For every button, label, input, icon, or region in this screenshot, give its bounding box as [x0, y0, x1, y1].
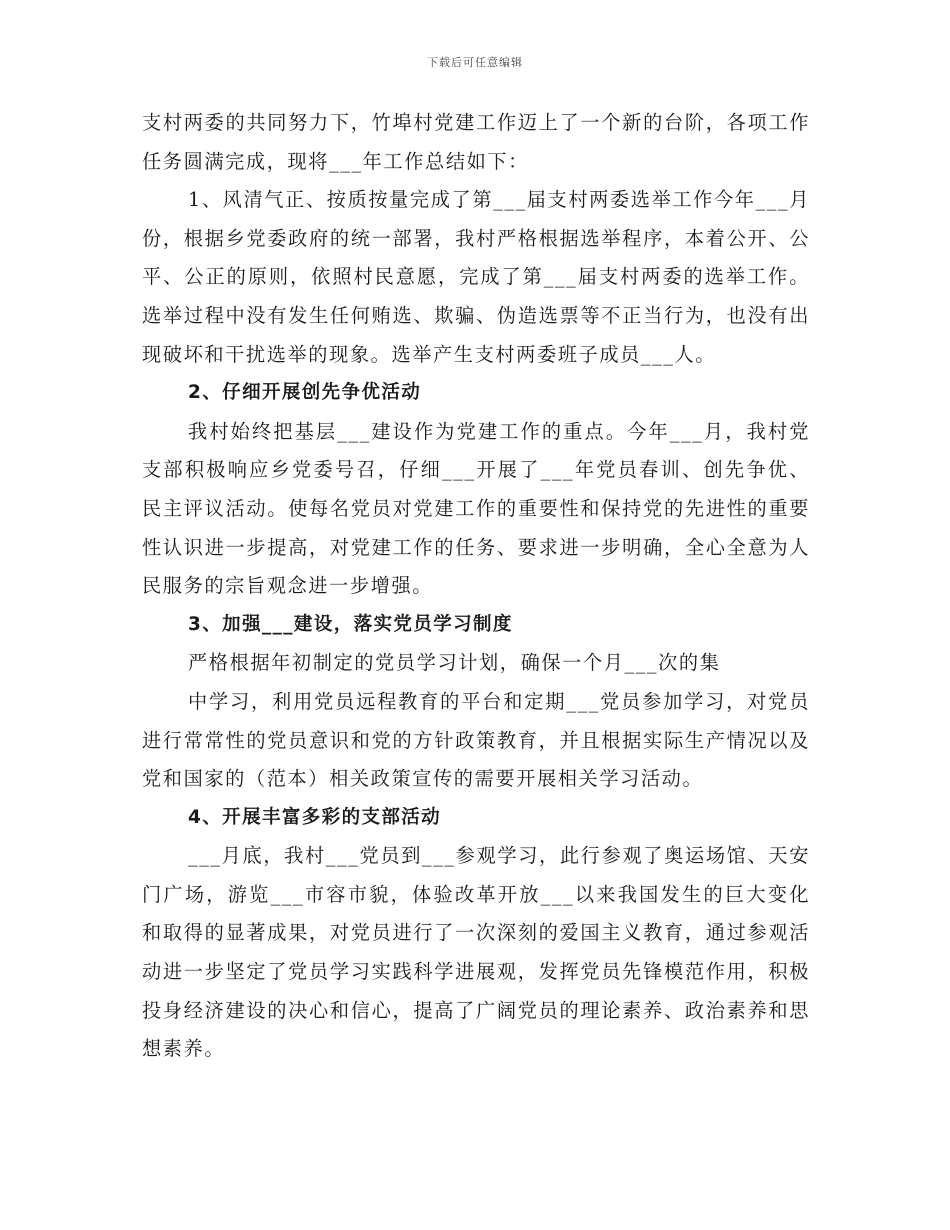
section-heading-2: 2、仔细开展创先争优活动	[188, 382, 422, 404]
paragraph-study-plan: 严格根据年初制定的党员学习计划，确保一个月___次的集	[188, 651, 721, 675]
page-header: 下载后可任意编辑	[427, 56, 523, 69]
paragraph-creation-activity: 我村始终把基层___建设作为党建工作的重点。今年___月，我村党支部积极响应乡党委号召，仔细___开展了___年党员春训、创先争优、民主评议活动。使每名党员对党建工作的重要性和保持党的先进性的重要性认识进一步提高，对党建工作的任务、要求进一步明确，全心全意为人民服务的宗旨观念进一步增强。	[142, 419, 810, 598]
paragraph-study-detail: 中学习，利用党员远程教育的平台和定期___党员参加学习，对党员进行常常性的党员意识和党的方针政策教育，并且根据实际生产情况以及党和国家的（范本）相关政策宣传的需要开展相关学习活动。	[142, 689, 810, 791]
paragraph-intro: 支村两委的共同努力下，竹埠村党建工作迈上了一个新的台阶，各项工作任务圆满完成，现将___年工作总结如下：	[142, 111, 810, 173]
paragraph-branch-activity: ___月底，我村___党员到___参观学习，此行参观了奥运场馆、天安门广场，游览___市容市貌，体验改革开放___以来我国发生的巨大变化和取得的显著成果，对党员进行了一次深刻的爱国主义教育，通过参观活动进一步坚定了党员学习实践科学进展观，发挥党员先锋模范作用，积极投身经济建设的决心和信心，提高了广阔党员的理论素养、政治素养和思想素养。	[142, 844, 810, 1061]
section-heading-3: 3、加强___建设，落实党员学习制度	[188, 613, 513, 635]
document-body	[142, 104, 810, 1069]
paragraph-election: 1、风清气正、按质按量完成了第___届支村两委选举工作今年___月份，根据乡党委政府的统一部署，我村严格根据选举程序，本着公开、公平、公正的原则，依照村民意愿，完成了第___届支村两委的选举工作。选举过程中没有发生任何贿选、欺骗、伪造选票等不正当行为，也没有出现破坏和干扰选举的现象。选举产生支村两委班子成员___人。	[142, 188, 810, 366]
section-heading-4: 4、开展丰富多彩的支部活动	[188, 806, 442, 828]
